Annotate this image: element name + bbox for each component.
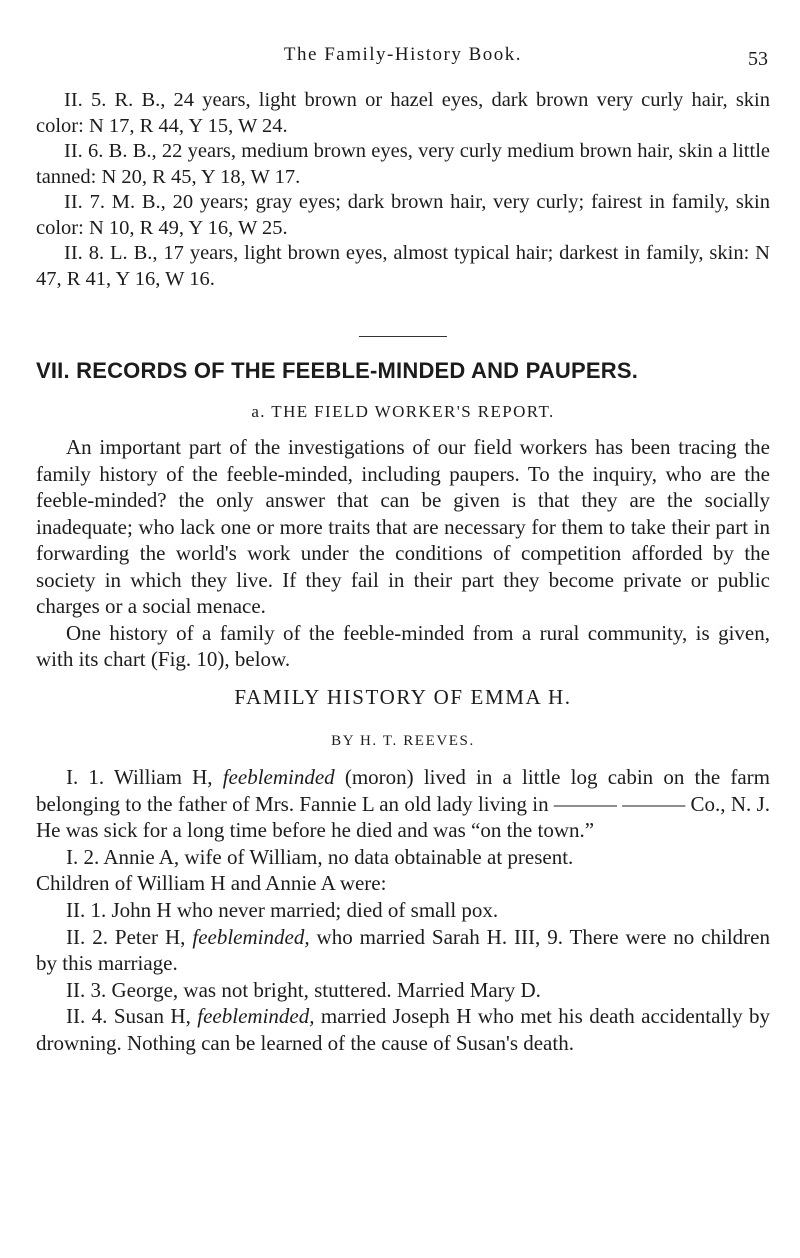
record-ii-2 xyxy=(36,924,770,977)
record-ii-2-rest: who married Sarah H. III, 9. There were no children by this marriage. xyxy=(36,924,770,976)
record-ii-2-italic: feebleminded, xyxy=(192,924,310,949)
record-ii-4-text: II. 4. Susan H, xyxy=(66,1004,198,1029)
section-divider xyxy=(359,336,447,337)
record-i-1-rest: (moron) lived in a little log cabin on the farm belonging to the father of Mrs. Fannie L an old lady living in ——— ——— Co., N. J. He was sick for a long time before he died and was “on the town.” xyxy=(36,765,770,843)
section-heading: VII. RECORDS OF THE FEEBLE-MINDED AND PAUPERS. xyxy=(36,358,639,383)
running-head: The Family-History Book. xyxy=(283,44,523,65)
entry-ii-6: II. 6. B. B., 22 years, medium brown eyes, very curly medium brown hair, skin a little tanned: N 20, R 45, Y 18, W 17. xyxy=(36,140,770,188)
record-ii-3: II. 3. George, was not bright, stuttered. Married Mary D. xyxy=(66,977,541,1002)
record-ii-4-rest: married Joseph H who met his death accidentally by drowning. Nothing can be learned of the cause of Susan's death. xyxy=(36,1004,771,1055)
section-subheading: a. THE FIELD WORKER'S REPORT. xyxy=(251,402,555,421)
family-member-entries xyxy=(36,88,770,292)
history-title: FAMILY HISTORY OF EMMA H. xyxy=(234,685,572,709)
section-body xyxy=(36,434,770,673)
history-byline: BY H. T. REEVES. xyxy=(331,733,475,749)
record-i-1 xyxy=(36,764,770,844)
record-ii-4-italic: feebleminded, xyxy=(197,1004,315,1029)
paragraph-family-history-intro: One history of a family of the feeble-minded from a rural community, is given, with its chart (Fig. 10), below. xyxy=(36,620,770,671)
entry-ii-5: II. 5. R. B., 24 years, light brown or hazel eyes, dark brown very curly hair, skin color: N 17, R 44, Y 15, W 24. xyxy=(36,89,770,137)
entry-ii-7: II. 7. M. B., 20 years; gray eyes; dark brown hair, very curly; fairest in family, skin color: N 10, R 49, Y 16, W 25. xyxy=(36,191,770,239)
record-ii-4 xyxy=(36,1003,770,1056)
record-i-2: I. 2. Annie A, wife of William, no data obtainable at present. xyxy=(66,844,574,869)
record-ii-2-text: II. 2. Peter H, xyxy=(66,924,193,949)
record-ii-1: II. 1. John H who never married; died of small pox. xyxy=(66,897,499,922)
children-intro: Children of William H and Annie A were: xyxy=(36,871,387,896)
page-number: 53 xyxy=(748,48,768,70)
entry-ii-8: II. 8. L. B., 17 years, light brown eyes, almost typical hair; darkest in family, skin: N 47, R 41, Y 16, W 16. xyxy=(36,242,770,290)
record-i-1-text: I. 1. William H, xyxy=(66,765,223,789)
record-i-1-italic: feebleminded xyxy=(222,765,335,789)
paragraph-investigations: An important part of the investigations of our field workers has been tracing the family history of the feeble-minded, including paupers. To the inquiry, who are the feeble-minded? the only answer that can be given is that they are the socially inadequate; who lack one or more traits that are necessary for them to take their part in forwarding the world's work under the conditions of competition afforded by the society in which they live. If they fail in their part they become private or public charges or a social menace. xyxy=(36,435,770,618)
history-records xyxy=(36,764,770,1057)
